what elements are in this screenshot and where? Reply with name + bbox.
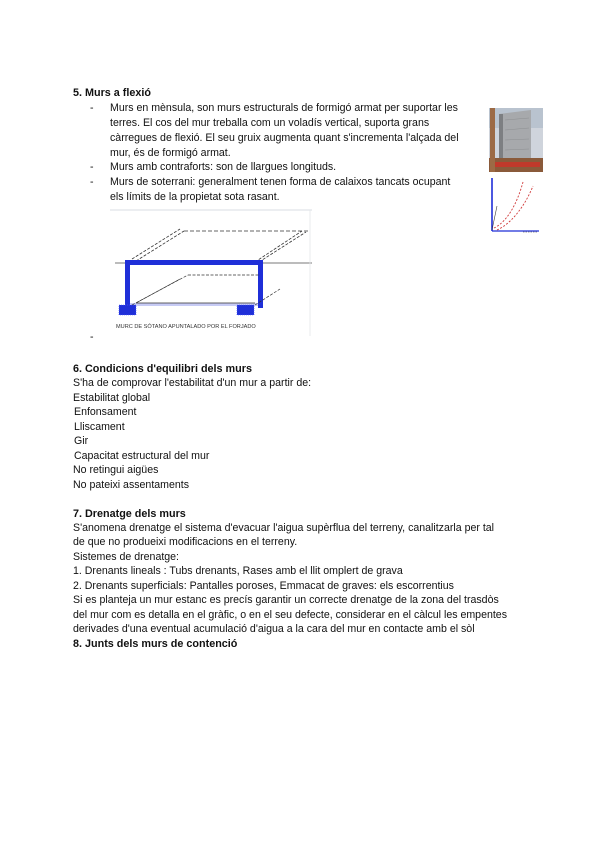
section-heading-6: 6. Condicions d'equilibri dels murs — [73, 363, 252, 375]
section-heading-7: 7. Drenatge dels murs — [73, 508, 186, 520]
bullet-text-line: mur, és de formigó armat. — [110, 147, 231, 159]
paragraph-line: del mur com es detalla en el gràfic, o en el seu defecte, considerar en el càlcul les empentes — [73, 609, 507, 621]
condition-item: No retingui aigües — [73, 464, 159, 476]
condition-item: Lliscament — [74, 421, 125, 433]
figure-caption: MURC DE SÓTANO APUNTALADO POR EL FORJADO — [116, 324, 256, 330]
condition-item: No pateixi assentaments — [73, 479, 190, 491]
bullet-text-line: Murs de soterrani: generalment tenen forma de calaixos tancats ocupant — [110, 176, 451, 188]
condition-item: Enfonsament — [74, 406, 137, 418]
bullet-text-line: càrregues de flexió. El seu gruix augmenta quant s'incrementa l'alçada del — [110, 132, 459, 144]
paragraph-line: 2. Drenants superficials: Pantalles poroses, Emmacat de graves: els escorrentius — [73, 580, 454, 592]
bullet-text-line: terres. El cos del mur treballa com un voladís vertical, suporta grans — [110, 117, 430, 129]
bullet-marker: - — [90, 176, 94, 188]
paragraph-line: Sistemes de drenatge: — [73, 551, 179, 563]
earth-pressure-diagram — [489, 176, 543, 234]
condition-item: Estabilitat global — [73, 392, 151, 404]
paragraph-line: S'ha de comprovar l'estabilitat d'un mur a partir de: — [73, 377, 312, 389]
paragraph-line: S'anomena drenatge el sistema d'evacuar l'aigua supèrflua del terreny, canalitzarla per tal — [73, 522, 495, 534]
bullet-marker: - — [90, 161, 94, 173]
bullet-marker: - — [90, 102, 94, 114]
cantilever-wall-photo — [489, 108, 543, 172]
condition-item: Capacitat estructural del mur — [74, 450, 210, 462]
bullet-text-line: Murs en mènsula, son murs estructurals de formigó armat per suportar les — [110, 102, 458, 114]
paragraph-line: Si es planteja un mur estanc es precís garantir un correcte drenatge de la zona del trasdòs — [73, 594, 499, 606]
bullet-text-line: els límits de la propietat sota rasant. — [110, 191, 280, 203]
section-heading-8: 8. Junts dels murs de contenció — [73, 638, 238, 650]
paragraph-line: derivades d'una eventual acumulació d'aigua a la cara del mur en contacte amb el sòl — [73, 623, 475, 635]
paragraph-line: de que no produeixi modificacions en el terreny. — [73, 536, 298, 548]
basement-wall-diagram — [110, 209, 312, 336]
condition-item: Gir — [74, 435, 89, 447]
section-heading-5: 5. Murs a flexió — [73, 87, 152, 99]
paragraph-line: 1. Drenants lineals : Tubs drenants, Rases amb el llit omplert de grava — [73, 565, 403, 577]
bullet-text-line: Murs amb contraforts: son de llargues longituds. — [110, 161, 337, 173]
bullet-marker: - — [90, 331, 94, 343]
